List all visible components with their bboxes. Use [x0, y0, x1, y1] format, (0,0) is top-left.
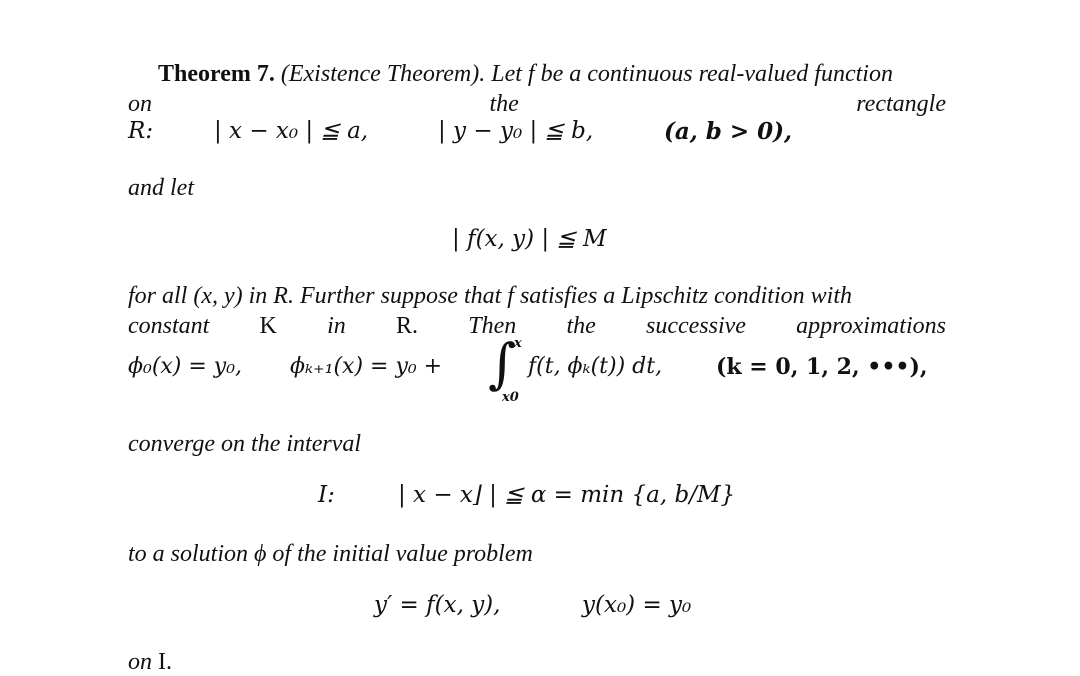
word-rectangle: rectangle [856, 91, 946, 117]
on-I [128, 649, 172, 675]
word-then: Then [468, 313, 517, 339]
interval-label: I: [318, 482, 335, 508]
word-approximations: approximations [796, 313, 946, 339]
theorem-name: (Existence Theorem). [280, 61, 486, 87]
rectangle-cond-y: | y − y₀ | ≦ b, [438, 118, 594, 144]
word-R: R. [396, 313, 419, 339]
word-constant: constant [128, 313, 210, 339]
integral-sign-icon: ∫ [488, 332, 517, 395]
paragraph2-line-1 [128, 284, 954, 308]
rectangle-label: R: [128, 118, 154, 144]
integrand: f(t, ϕₖ(t)) dt, [528, 354, 663, 379]
word-on: on [128, 91, 152, 117]
I-word: I. [158, 649, 172, 675]
theorem-intro: Let f be a continuous real-valued function [491, 61, 893, 87]
theorem-line-2 [128, 92, 946, 116]
word-the: the [566, 313, 596, 339]
converge-text: converge on the interval [128, 431, 362, 457]
word-the: the [489, 91, 519, 117]
on-word: on [128, 649, 158, 675]
integral-upper-limit: x [514, 336, 522, 351]
theorem-label: Theorem 7. [158, 61, 275, 87]
paragraph2-text: for all (x, y) in R. Further suppose that f satisfies a Lipschitz condition with [128, 283, 852, 309]
and-let-text: and let [128, 175, 194, 201]
solution-text: to a solution ϕ of the initial value problem [128, 541, 533, 567]
ivp-differential-equation: y′ = f(x, y), [374, 592, 501, 618]
rectangle-cond-ab: (a, b > 0), [664, 118, 793, 145]
phi-zero: ϕ₀(x) = y₀, [128, 354, 243, 379]
bound-equation: | f(x, y) | ≦ M [452, 226, 607, 252]
theorem-line-1 [158, 62, 893, 86]
word-K: K [259, 313, 277, 339]
phi-k-plus-one: ϕₖ₊₁(x) = y₀ + [290, 354, 443, 379]
ivp-initial-condition: y(x₀) = y₀ [582, 592, 692, 618]
rectangle-cond-x: | x − x₀ | ≦ a, [214, 118, 369, 144]
on-I-text [128, 650, 172, 674]
interval-condition: | x − x⌋ | ≦ α = min {a, b/M} [398, 482, 736, 508]
integral-lower-limit: x0 [502, 390, 519, 405]
paragraph2-line-2 [128, 314, 946, 338]
word-in: in [327, 313, 346, 339]
word-successive: successive [646, 313, 746, 339]
k-range: (k = 0, 1, 2, •••), [716, 354, 928, 380]
